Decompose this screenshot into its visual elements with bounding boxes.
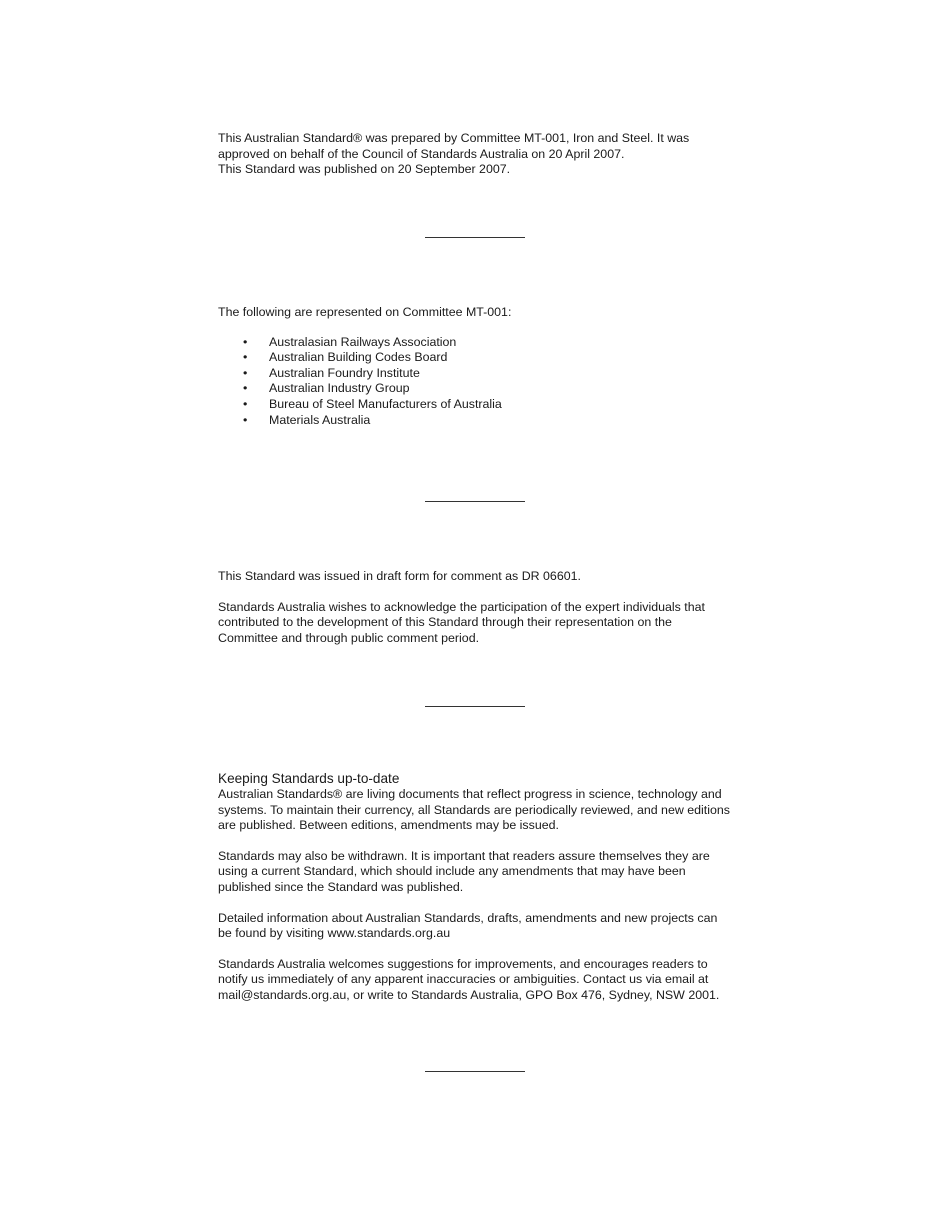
paragraph-line: systems. To maintain their currency, all Standards are periodically reviewed, and new editions	[218, 802, 730, 817]
section-divider	[425, 1071, 525, 1072]
member-name: Australasian Railways Association	[269, 334, 457, 349]
list-item	[218, 335, 748, 351]
paragraph-line: using a current Standard, which should include any amendments that may have been	[218, 864, 686, 879]
paragraph-line: Australian Standards® are living documents that reflect progress in science, technology and	[218, 787, 722, 801]
draft-issued-statement: This Standard was issued in draft form for comment as DR 06601.	[218, 569, 581, 583]
bullet-icon: •	[243, 412, 248, 427]
bullet-icon: •	[243, 365, 248, 380]
paragraph-withdrawn	[218, 849, 748, 896]
acknowledgement-line: Committee and through public comment period.	[218, 630, 480, 645]
approval-line: approved on behalf of the Council of Standards Australia on 20 April 2007.	[218, 146, 625, 161]
acknowledgement-line: Standards Australia wishes to acknowledge the participation of the expert individuals that	[218, 599, 705, 614]
paragraph-line: published since the Standard was published.	[218, 879, 464, 894]
member-name: Australian Industry Group	[269, 381, 410, 396]
list-item	[218, 381, 748, 397]
keeping-standards-section	[218, 770, 748, 1004]
paragraph-line: be found by visiting www.standards.org.au	[218, 926, 451, 941]
approval-statement	[218, 131, 748, 178]
approval-line: This Australian Standard® was prepared by Committee MT-001, Iron and Steel. It was	[218, 131, 690, 145]
section-divider	[425, 706, 525, 707]
member-name: Materials Australia	[269, 412, 371, 427]
draft-section	[218, 569, 748, 646]
section-divider	[425, 237, 525, 238]
paragraph-line: Standards may also be withdrawn. It is important that readers assure themselves they are	[218, 848, 710, 863]
paragraph-line: Detailed information about Australian Standards, drafts, amendments and new projects can	[218, 910, 718, 925]
paragraph-contact	[218, 957, 748, 1004]
list-item	[218, 397, 748, 413]
acknowledgement-line: contributed to the development of this Standard through their representation on the	[218, 615, 672, 630]
member-name: Bureau of Steel Manufacturers of Australia	[269, 396, 502, 411]
paragraph-living-documents	[218, 787, 748, 834]
list-item	[218, 366, 748, 382]
paragraph-line: are published. Between editions, amendments may be issued.	[218, 818, 559, 833]
list-item	[218, 413, 748, 429]
section-heading: Keeping Standards up-to-date	[218, 771, 400, 786]
acknowledgement-paragraph	[218, 600, 748, 647]
member-name: Australian Building Codes Board	[269, 350, 448, 365]
bullet-icon: •	[243, 350, 248, 365]
bullet-icon: •	[243, 381, 248, 396]
bullet-icon: •	[243, 396, 248, 411]
paragraph-line: mail@standards.org.au, or write to Standards Australia, GPO Box 476, Sydney, NSW 2001.	[218, 987, 720, 1002]
committee-member-list	[218, 335, 748, 429]
publication-line: This Standard was published on 20 September 2007.	[218, 162, 511, 177]
section-divider	[425, 501, 525, 502]
member-name: Australian Foundry Institute	[269, 365, 420, 380]
paragraph-website	[218, 911, 748, 942]
list-item	[218, 350, 748, 366]
committee-intro: The following are represented on Committee MT-001:	[218, 305, 512, 319]
bullet-icon: •	[243, 334, 248, 349]
paragraph-line: notify us immediately of any apparent inaccuracies or ambiguities. Contact us via email at	[218, 972, 709, 987]
paragraph-line: Standards Australia welcomes suggestions for improvements, and encourages readers to	[218, 956, 708, 971]
committee-section	[218, 305, 748, 428]
